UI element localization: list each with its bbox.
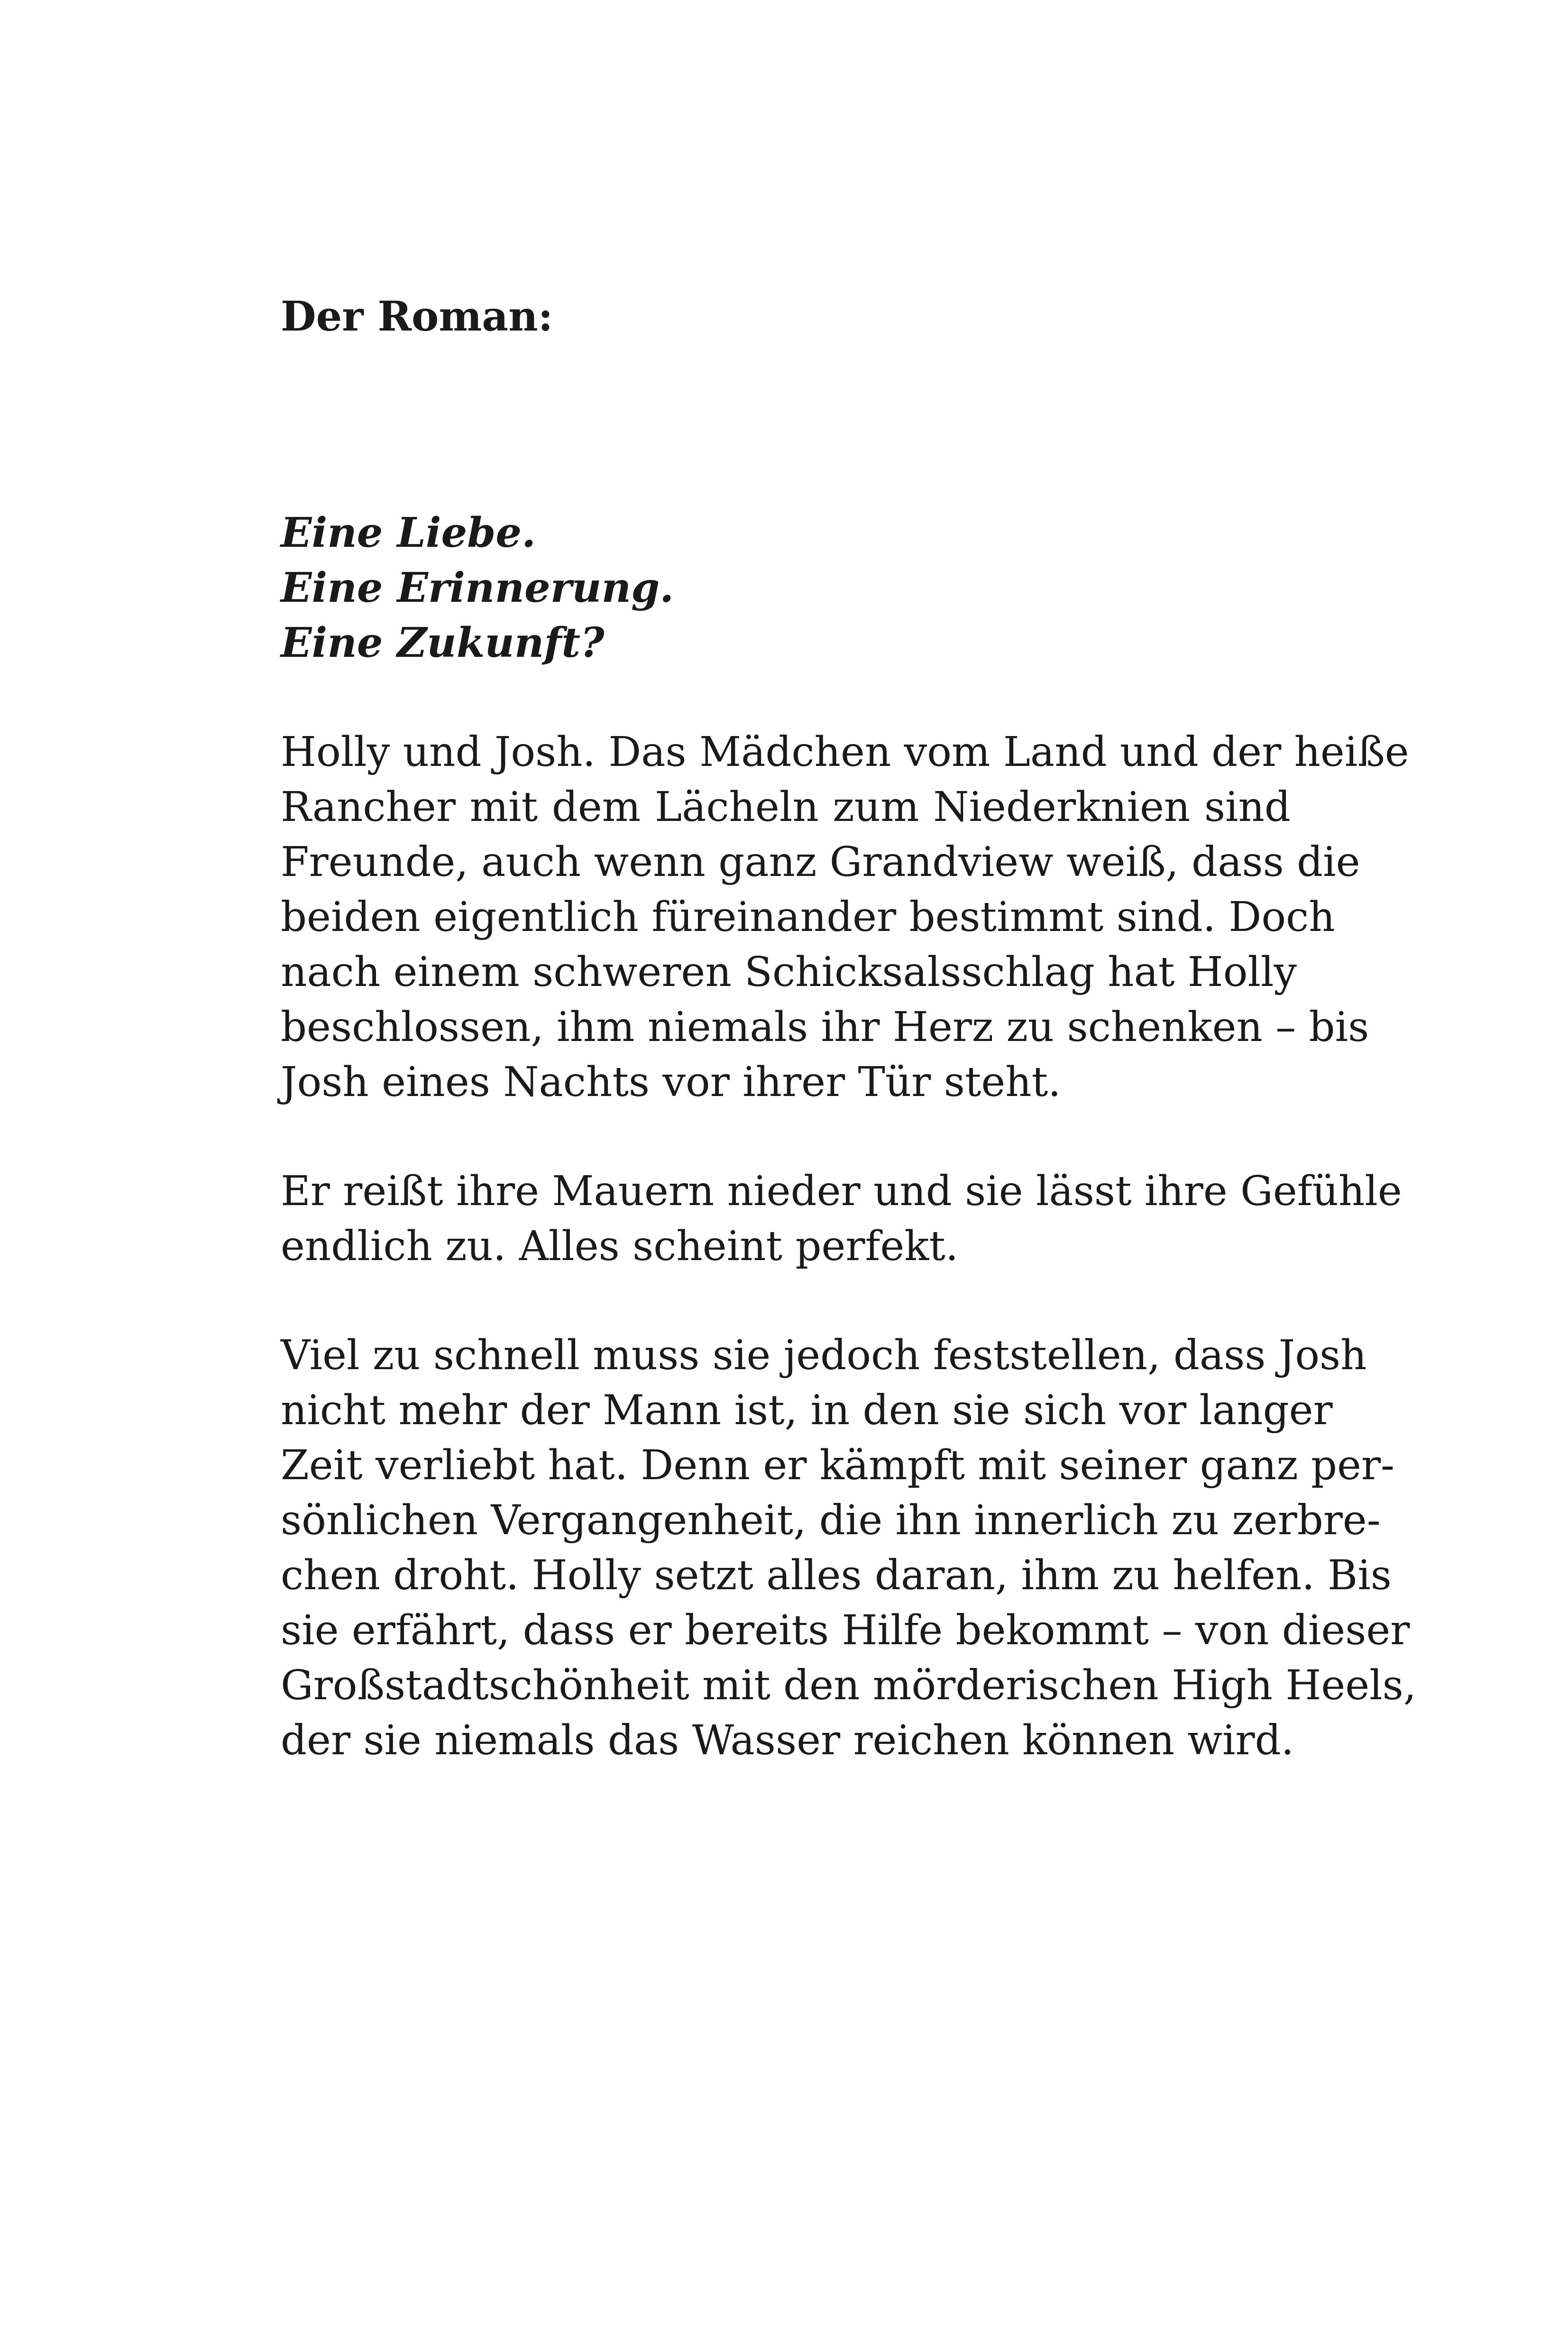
paragraph-line: Viel zu schnell muss sie jedoch feststellen, dass Josh — [281, 1332, 1367, 1379]
paragraph-line: nicht mehr der Mann ist, in den sie sich vor langer — [281, 1387, 1333, 1434]
paragraph-line: beiden eigentlich füreinander bestimmt sind. Doch — [281, 893, 1335, 941]
paragraph-line: Großstadtschönheit mit den mörderischen High Heels, — [281, 1662, 1417, 1709]
paragraph-1 — [281, 725, 1409, 1110]
paragraph-line: Holly und Josh. Das Mädchen vom Land und der heiße — [281, 728, 1409, 776]
tagline — [281, 506, 1291, 671]
paragraph-line: der sie niemals das Wasser reichen können wird. — [281, 1717, 1294, 1764]
paragraph-line: sie erfährt, dass er bereits Hilfe bekommt – von dieser — [281, 1607, 1410, 1654]
paragraph-line: nach einem schweren Schicksalsschlag hat Holly — [281, 949, 1297, 996]
paragraph-3 — [281, 1328, 1417, 1768]
tagline-line: Eine Liebe. — [281, 509, 536, 557]
paragraph-line: sönlichen Vergangenheit, die ihn innerlich zu zerbre- — [281, 1497, 1381, 1544]
paragraph-line: beschlossen, ihm niemals ihr Herz zu schenken – bis — [281, 1004, 1369, 1051]
paragraph-2 — [281, 1164, 1402, 1274]
paragraph-line: Josh eines Nachts vor ihrer Tür steht. — [281, 1059, 1061, 1106]
paragraph-line: endlich zu. Alles scheint perfekt. — [281, 1223, 959, 1270]
paragraph-line: chen droht. Holly setzt alles daran, ihm zu helfen. Bis — [281, 1552, 1392, 1599]
paragraph-line: Zeit verliebt hat. Denn er kämpft mit seiner ganz per- — [281, 1442, 1395, 1489]
tagline-line: Eine Zukunft? — [281, 619, 605, 667]
paragraph-line: Freunde, auch wenn ganz Grandview weiß, dass die — [281, 838, 1360, 886]
paragraph-line: Rancher mit dem Lächeln zum Niederknien sind — [281, 783, 1291, 831]
tagline-line: Eine Erinnerung. — [281, 564, 674, 612]
paragraph-line: Er reißt ihre Mauern nieder und sie lässt ihre Gefühle — [281, 1168, 1402, 1215]
section-heading: Der Roman: — [281, 293, 553, 341]
page-text-block — [281, 289, 1417, 1768]
